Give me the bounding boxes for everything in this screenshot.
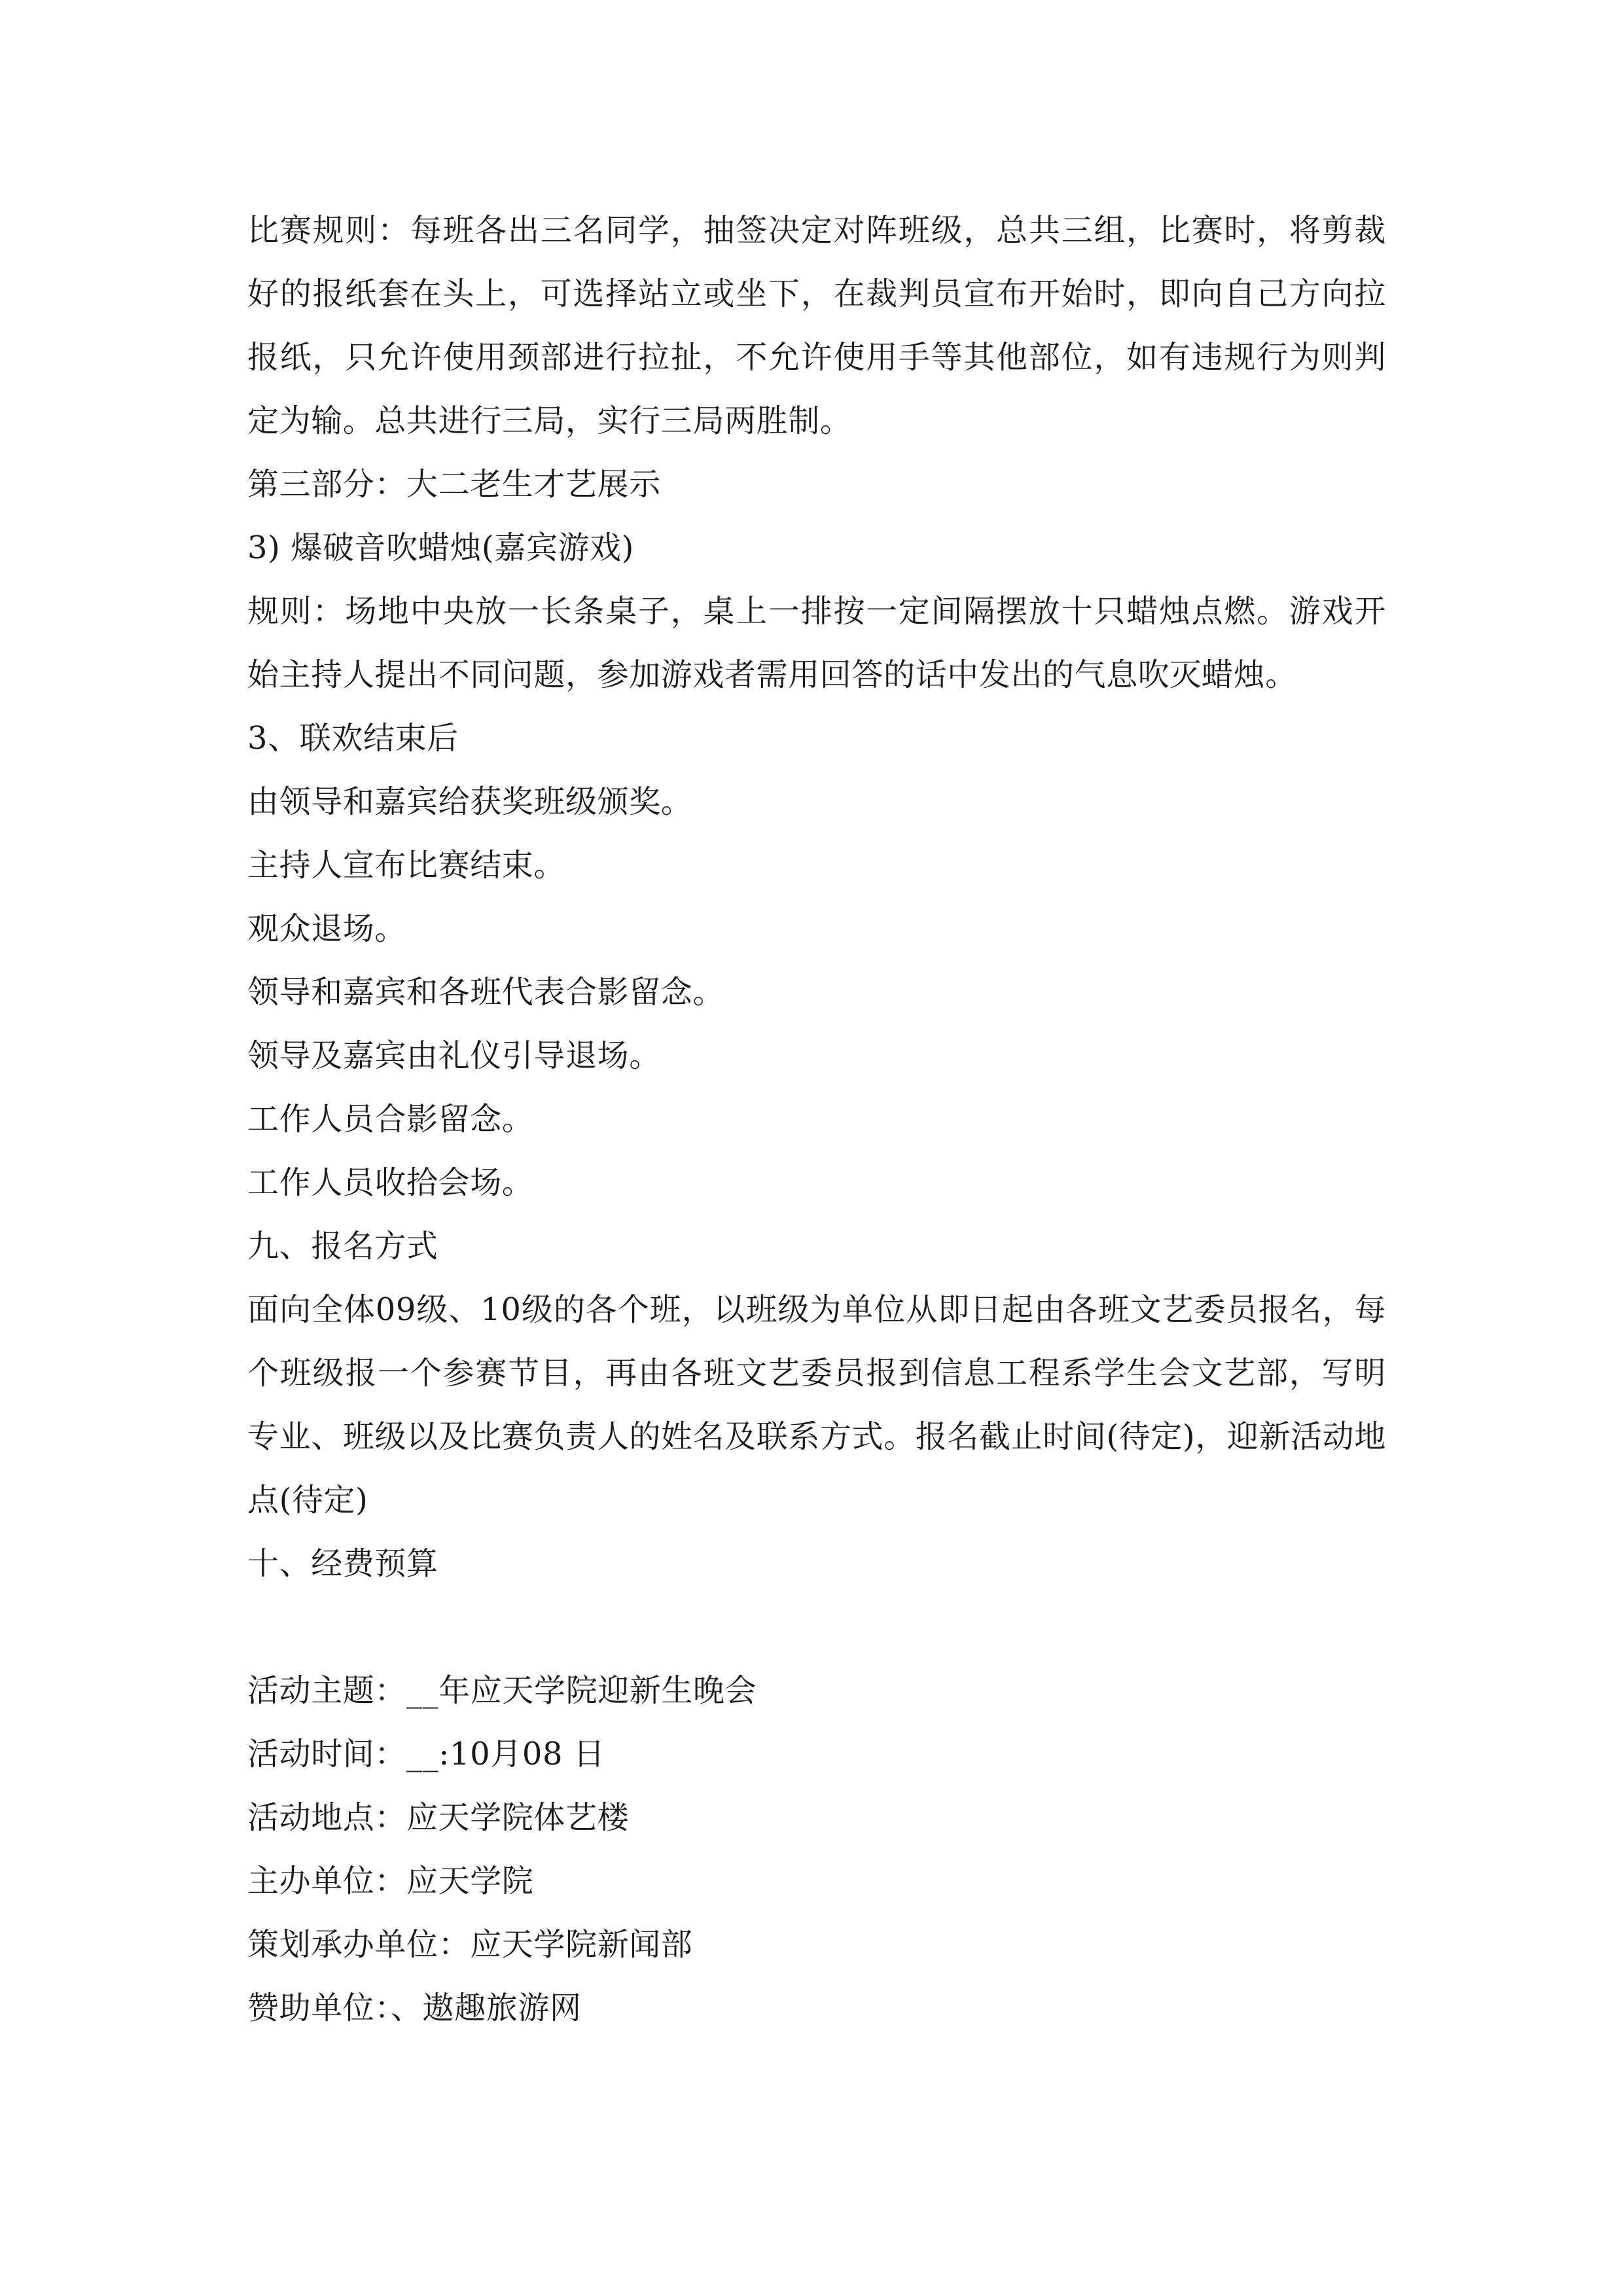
paragraph-event-time: 活动时间：__:10月08 日 — [247, 1736, 605, 1772]
paragraph-after-party-heading: 3、联欢结束后 — [247, 720, 459, 757]
document-body — [247, 199, 1386, 2040]
section-heading-budget: 十、经费预算 — [247, 1545, 438, 1582]
paragraph-audience-exit: 观众退场。 — [247, 910, 407, 947]
paragraph-award-ceremony: 由领导和嘉宾给获奖班级颁奖。 — [247, 783, 693, 820]
paragraph-candle-game-rules: 规则：场地中央放一长条桌子，桌上一排按一定间隔摆放十只蜡烛点燃。游戏开始主持人提出不同问题，参加游戏者需用回答的话中发出的气息吹灭蜡烛。 — [247, 593, 1386, 693]
paragraph-guests-exit: 领导及嘉宾由礼仪引导退场。 — [247, 1037, 661, 1074]
paragraph-candle-game-title: 3) 爆破音吹蜡烛(嘉宾游戏) — [247, 529, 634, 566]
paragraph-event-venue: 活动地点：应天学院体艺楼 — [247, 1799, 630, 1836]
paragraph-sponsor: 赞助单位：、遨趣旅游网 — [247, 1990, 582, 2026]
paragraph-staff-cleanup: 工作人员收拾会场。 — [247, 1164, 534, 1201]
paragraph-event-theme: 活动主题：__年应天学院迎新生晚会 — [247, 1672, 757, 1709]
section-heading-registration: 九、报名方式 — [247, 1228, 438, 1265]
paragraph-registration-details: 面向全体09级、10级的各个班，以班级为单位从即日起由各班文艺委员报名，每个班级报一个参赛节目，再由各班文艺委员报到信息工程系学生会文艺部，写明专业、班级以及比赛负责人的姓名及联系方式。报名截止时间(待定)，迎新活动地点(待定) — [247, 1291, 1386, 1518]
paragraph-planning-unit: 策划承办单位：应天学院新闻部 — [247, 1926, 693, 1963]
paragraph-organizer: 主办单位：应天学院 — [247, 1863, 534, 1899]
paragraph-part-three-heading: 第三部分：大二老生才艺展示 — [247, 466, 661, 503]
paragraph-match-rules: 比赛规则：每班各出三名同学，抽签决定对阵班级，总共三组，比赛时，将剪裁好的报纸套在头上，可选择站立或坐下，在裁判员宣布开始时，即向自己方向拉报纸，只允许使用颈部进行拉扯，不允许使用手等其他部位，如有违规行为则判定为输。总共进行三局，实行三局两胜制。 — [247, 212, 1386, 439]
blank-line — [247, 1596, 1386, 1659]
paragraph-host-announces-end: 主持人宣布比赛结束。 — [247, 847, 566, 884]
paragraph-staff-photo: 工作人员合影留念。 — [247, 1101, 534, 1138]
paragraph-group-photo: 领导和嘉宾和各班代表合影留念。 — [247, 974, 725, 1011]
